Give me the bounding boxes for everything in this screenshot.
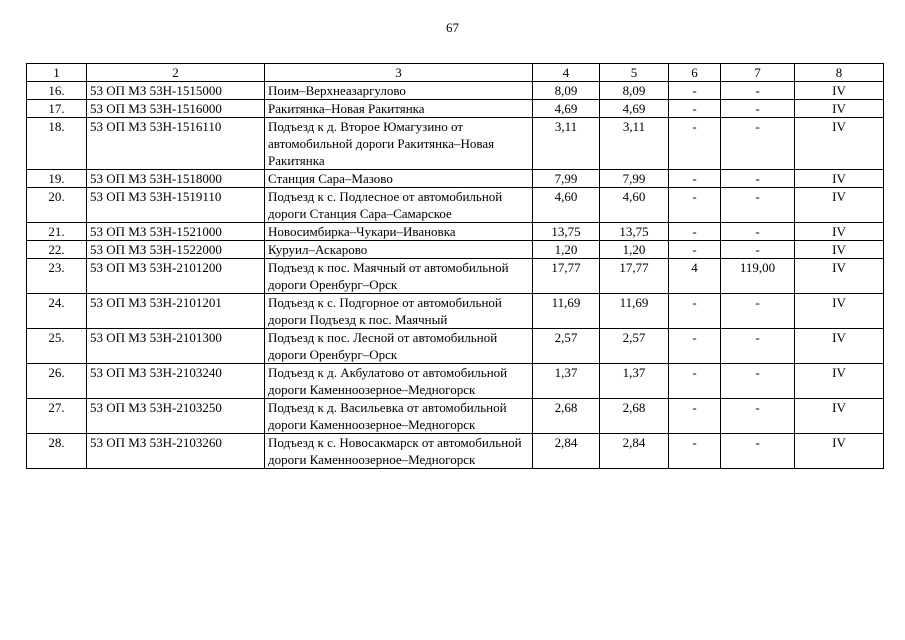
table-row <box>27 364 884 399</box>
road-code: 53 ОП МЗ 53Н-2103250 <box>87 399 265 434</box>
row-number: 21. <box>27 223 87 241</box>
road-code: 53 ОП МЗ 53Н-1519110 <box>87 188 265 223</box>
column-header: 8 <box>795 64 884 82</box>
table-row <box>27 170 884 188</box>
road-name: Новосимбирка–Чукари–Ивановка <box>265 223 533 241</box>
road-category: IV <box>795 259 884 294</box>
row-number: 20. <box>27 188 87 223</box>
road-name: Куруил–Аскарово <box>265 241 533 259</box>
road-code: 53 ОП МЗ 53Н-2103260 <box>87 434 265 469</box>
length-total: 4,69 <box>533 100 600 118</box>
road-category: IV <box>795 329 884 364</box>
road-code: 53 ОП МЗ 53Н-2101300 <box>87 329 265 364</box>
table-row <box>27 100 884 118</box>
length-total: 11,69 <box>533 294 600 329</box>
length-column-5: 7,99 <box>600 170 669 188</box>
length-column-5: 2,84 <box>600 434 669 469</box>
length-total: 1,37 <box>533 364 600 399</box>
road-code: 53 ОП МЗ 53Н-2101201 <box>87 294 265 329</box>
length-column-5: 8,09 <box>600 82 669 100</box>
table-row <box>27 241 884 259</box>
table-row <box>27 188 884 223</box>
road-name: Ракитянка–Новая Ракитянка <box>265 100 533 118</box>
road-category: IV <box>795 223 884 241</box>
length-total: 13,75 <box>533 223 600 241</box>
length-column-5: 2,57 <box>600 329 669 364</box>
length-total: 3,11 <box>533 118 600 170</box>
value-column-6: - <box>669 188 721 223</box>
row-number: 28. <box>27 434 87 469</box>
road-code: 53 ОП МЗ 53Н-2103240 <box>87 364 265 399</box>
page-number: 67 <box>446 20 459 35</box>
road-category: IV <box>795 399 884 434</box>
road-name: Поим–Верхнеазаргулово <box>265 82 533 100</box>
row-number: 17. <box>27 100 87 118</box>
road-code: 53 ОП МЗ 53Н-1515000 <box>87 82 265 100</box>
column-header: 4 <box>533 64 600 82</box>
column-header: 2 <box>87 64 265 82</box>
table-row <box>27 399 884 434</box>
table-row <box>27 259 884 294</box>
row-number: 18. <box>27 118 87 170</box>
road-name: Станция Сара–Мазово <box>265 170 533 188</box>
length-column-5: 13,75 <box>600 223 669 241</box>
value-column-6: - <box>669 100 721 118</box>
column-header: 1 <box>27 64 87 82</box>
road-code: 53 ОП МЗ 53Н-1521000 <box>87 223 265 241</box>
value-column-7: - <box>721 170 795 188</box>
road-code: 53 ОП МЗ 53Н-2101200 <box>87 259 265 294</box>
road-category: IV <box>795 170 884 188</box>
length-total: 2,57 <box>533 329 600 364</box>
value-column-6: - <box>669 170 721 188</box>
column-header: 7 <box>721 64 795 82</box>
value-column-6: - <box>669 294 721 329</box>
value-column-6: - <box>669 399 721 434</box>
length-total: 4,60 <box>533 188 600 223</box>
table-row <box>27 223 884 241</box>
road-code: 53 ОП МЗ 53Н-1516110 <box>87 118 265 170</box>
row-number: 26. <box>27 364 87 399</box>
value-column-6: - <box>669 364 721 399</box>
road-name: Подъезд к д. Акбулатово от автомобильной дороги Каменноозерное–Медногорск <box>265 364 533 399</box>
length-column-5: 1,37 <box>600 364 669 399</box>
column-header: 6 <box>669 64 721 82</box>
value-column-7: 119,00 <box>721 259 795 294</box>
road-name: Подъезд к пос. Маячный от автомобильной дороги Оренбург–Орск <box>265 259 533 294</box>
value-column-6: - <box>669 241 721 259</box>
table-row <box>27 434 884 469</box>
row-number: 27. <box>27 399 87 434</box>
value-column-7: - <box>721 329 795 364</box>
road-category: IV <box>795 82 884 100</box>
value-column-7: - <box>721 399 795 434</box>
row-number: 24. <box>27 294 87 329</box>
value-column-7: - <box>721 82 795 100</box>
road-name: Подъезд к пос. Лесной от автомобильной дороги Оренбург–Орск <box>265 329 533 364</box>
road-name: Подъезд к д. Васильевка от автомобильной дороги Каменноозерное–Медногорск <box>265 399 533 434</box>
road-code: 53 ОП МЗ 53Н-1518000 <box>87 170 265 188</box>
value-column-7: - <box>721 118 795 170</box>
road-code: 53 ОП МЗ 53Н-1522000 <box>87 241 265 259</box>
column-header: 5 <box>600 64 669 82</box>
value-column-6: - <box>669 434 721 469</box>
length-total: 8,09 <box>533 82 600 100</box>
length-column-5: 4,69 <box>600 100 669 118</box>
length-column-5: 11,69 <box>600 294 669 329</box>
length-total: 2,68 <box>533 399 600 434</box>
length-column-5: 4,60 <box>600 188 669 223</box>
road-category: IV <box>795 100 884 118</box>
roads-registry-table <box>26 63 884 469</box>
column-number-row <box>27 64 884 82</box>
road-name: Подъезд к с. Новосакмарск от автомобильной дороги Каменноозерное–Медногорск <box>265 434 533 469</box>
value-column-6: - <box>669 329 721 364</box>
row-number: 22. <box>27 241 87 259</box>
row-number: 19. <box>27 170 87 188</box>
length-total: 17,77 <box>533 259 600 294</box>
table-row <box>27 329 884 364</box>
road-name: Подъезд к с. Подлесное от автомобильной дороги Станция Сара–Самарское <box>265 188 533 223</box>
table-body <box>27 82 884 469</box>
column-header: 3 <box>265 64 533 82</box>
value-column-6: - <box>669 223 721 241</box>
table-row <box>27 118 884 170</box>
length-column-5: 17,77 <box>600 259 669 294</box>
row-number: 16. <box>27 82 87 100</box>
value-column-7: - <box>721 434 795 469</box>
value-column-7: - <box>721 188 795 223</box>
road-category: IV <box>795 188 884 223</box>
length-total: 7,99 <box>533 170 600 188</box>
length-total: 1,20 <box>533 241 600 259</box>
row-number: 25. <box>27 329 87 364</box>
road-category: IV <box>795 118 884 170</box>
length-column-5: 1,20 <box>600 241 669 259</box>
value-column-7: - <box>721 364 795 399</box>
length-column-5: 2,68 <box>600 399 669 434</box>
road-category: IV <box>795 241 884 259</box>
value-column-7: - <box>721 241 795 259</box>
road-code: 53 ОП МЗ 53Н-1516000 <box>87 100 265 118</box>
value-column-7: - <box>721 223 795 241</box>
value-column-7: - <box>721 294 795 329</box>
road-category: IV <box>795 294 884 329</box>
road-name: Подъезд к д. Второе Юмагузино от автомобильной дороги Ракитянка–Новая Ракитянка <box>265 118 533 170</box>
row-number: 23. <box>27 259 87 294</box>
road-category: IV <box>795 364 884 399</box>
value-column-7: - <box>721 100 795 118</box>
length-column-5: 3,11 <box>600 118 669 170</box>
table-row <box>27 82 884 100</box>
table-row <box>27 294 884 329</box>
length-total: 2,84 <box>533 434 600 469</box>
value-column-6: 4 <box>669 259 721 294</box>
road-name: Подъезд к с. Подгорное от автомобильной дороги Подъезд к пос. Маячный <box>265 294 533 329</box>
road-category: IV <box>795 434 884 469</box>
value-column-6: - <box>669 118 721 170</box>
value-column-6: - <box>669 82 721 100</box>
